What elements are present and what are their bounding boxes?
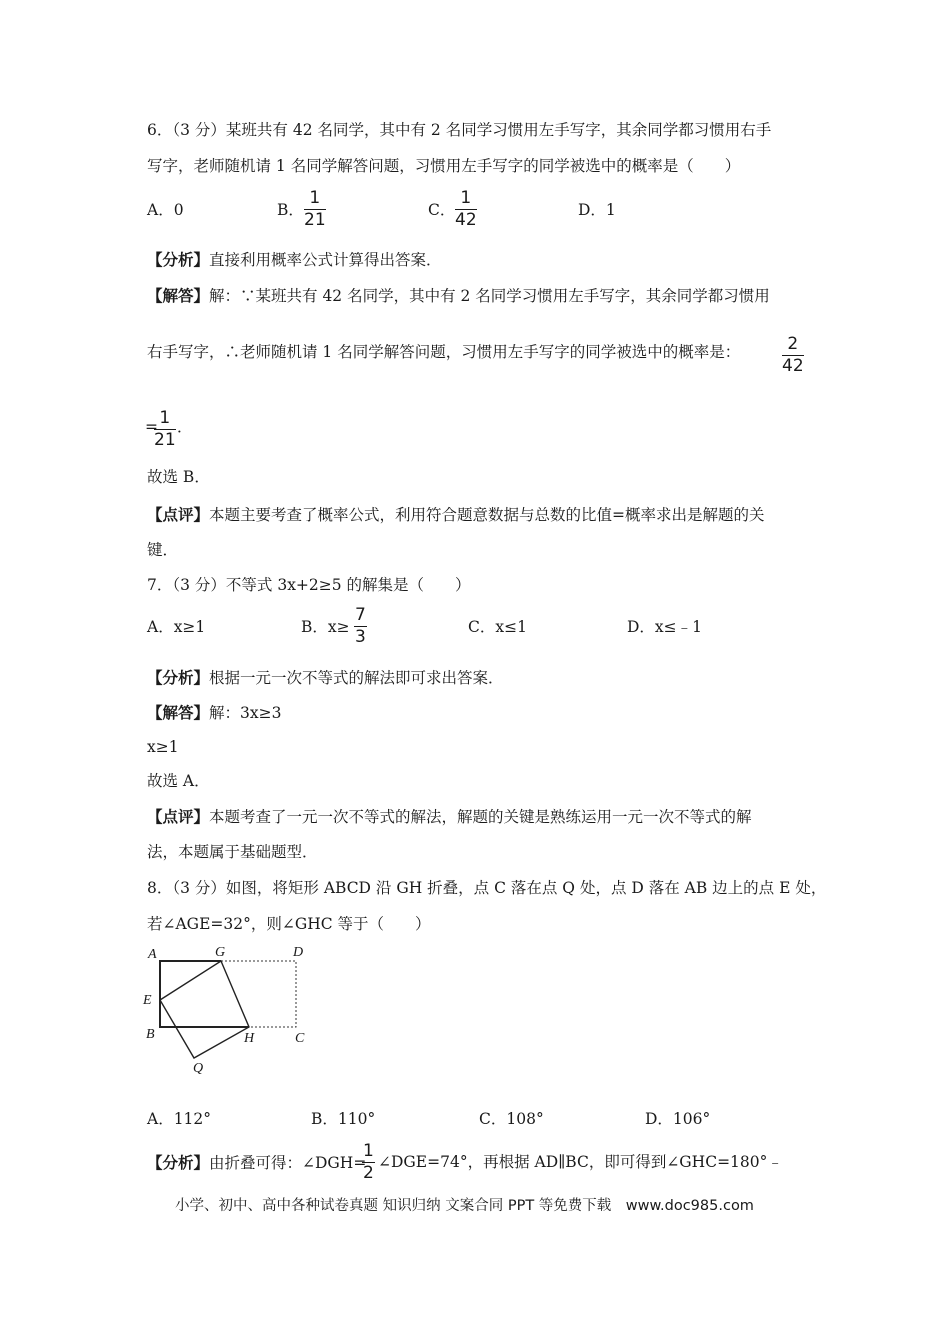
q6-solution-line2: 右手写字，∴老师随机请 1 名同学解答问题，习惯用左手写字的同学被选中的概率是： [147,343,741,361]
page-footer: 小学、初中、高中各种试卷真题 知识归纳 文案合同 PPT 等免费下载 www.doc985.com [175,1198,754,1214]
folding-rectangle-figure [140,940,330,1080]
fraction-numerator: 7 [355,605,366,625]
q7-analysis [147,670,504,687]
q7-option-b-fraction [354,607,367,646]
q6-solution-period: ． [177,418,193,436]
q7-option-b-prefix: B．x≥ [301,618,350,636]
q6-stem-line2: 写字，老师随机请 1 名同学解答问题，习惯用左手写字的同学被选中的概率是（ ） [147,157,741,175]
q7-comment-line2: 法，本题属于基础题型． [147,843,318,861]
q6-comment-line1 [147,507,765,524]
comment-text: 本题主要考查了概率公式，利用符合题意数据与总数的比值=概率求出是解题的关 [209,506,765,524]
fraction-numerator: 1 [363,1141,374,1161]
q8-analysis-text-post: ∠DGE=74°，再根据 AD∥BC，即可得到∠GHC=180°﹣ [378,1153,783,1171]
fraction-numerator: 1 [460,188,472,208]
solution-tag: 【解答】 [147,286,210,305]
q6-option-b-prefix: B． [277,201,304,219]
fraction-denominator: 21 [154,430,176,450]
q6-option-c-prefix: C． [428,201,456,219]
q6-comment-line2: 键． [147,541,179,559]
q6-solution-fraction-2-42 [782,336,804,375]
analysis-tag: 【分析】 [147,1153,210,1172]
analysis-text-pre: 由折叠可得：∠DGH= [209,1154,367,1172]
comment-tag: 【点评】 [147,807,210,826]
q8-option-b: B．110° [311,1110,376,1128]
label-e: E [143,993,152,1008]
q6-option-c-fraction [455,190,477,229]
q6-choice: 故选 B． [147,468,210,486]
q8-analysis-start [147,1155,366,1172]
q7-option-d: D．x≤﹣1 [627,618,703,636]
fraction-denominator: 21 [304,210,326,230]
comment-text: 本题考查了一元一次不等式的解法，解题的关键是熟练运用一元一次不等式的解 [209,808,752,826]
q8-stem-line1: 8．（3 分）如图，将矩形 ABCD 沿 GH 折叠，点 C 落在点 Q 处，点 D 落在 AB 边上的点 E 处， [147,879,827,897]
label-c: C [295,1031,305,1046]
analysis-text: 根据一元一次不等式的解法即可求出答案． [209,669,504,687]
q6-stem-line1: 6．（3 分）某班共有 42 名同学，其中有 2 名同学习惯用左手写字，其余同学都习惯用右手 [147,121,772,139]
fraction-numerator: 1 [309,188,321,208]
label-q: Q [193,1061,204,1076]
analysis-text: 直接利用概率公式计算得出答案． [209,251,442,269]
solution-tag: 【解答】 [147,703,210,722]
analysis-tag: 【分析】 [147,250,210,269]
label-a: A [148,947,157,962]
solution-text: 解：∵某班共有 42 名同学，其中有 2 名同学习惯用左手写字，其余同学都习惯用 [209,287,770,305]
q6-option-a: A．0 [147,201,184,219]
q8-option-a: A．112° [147,1110,212,1128]
q8-stem-line2: 若∠AGE=32°，则∠GHC 等于（ ） [147,915,431,933]
solution-text: 解：3x≥3 [209,704,282,722]
q7-solution-line1 [147,705,281,722]
fraction-numerator: 1 [159,408,171,428]
label-d: D [293,945,304,960]
q6-option-d: D．1 [578,201,616,219]
fraction-denominator: 42 [782,356,804,376]
q8-option-d: D．106° [645,1110,711,1128]
q7-option-a: A．x≥1 [147,618,206,636]
fraction-denominator: 2 [363,1163,374,1183]
q6-solution-equals: = [145,418,158,436]
comment-tag: 【点评】 [147,505,210,524]
fraction-numerator: 2 [787,334,799,354]
q7-stem: 7．（3 分）不等式 3x+2≥5 的解集是（ ） [147,576,471,594]
fraction-denominator: 3 [355,627,366,647]
q6-solution-fraction-1-21 [154,410,176,449]
q6-solution-line1 [147,288,770,305]
fraction-denominator: 42 [455,210,477,230]
q8-option-c: C．108° [479,1110,544,1128]
analysis-tag: 【分析】 [147,668,210,687]
label-h: H [244,1031,255,1046]
q7-choice: 故选 A． [147,772,210,790]
label-g: G [215,945,226,960]
label-b: B [146,1027,155,1042]
q7-comment-line1 [147,809,752,826]
q6-analysis [147,252,442,269]
q6-option-b-fraction [304,190,326,229]
q7-option-c: C．x≤1 [468,618,527,636]
q7-solution-line2: x≥1 [147,738,179,756]
dashed-outline-gdch [221,961,296,1027]
q8-analysis-fraction-half [362,1143,375,1182]
folded-quadrilateral-eghq [160,961,249,1058]
